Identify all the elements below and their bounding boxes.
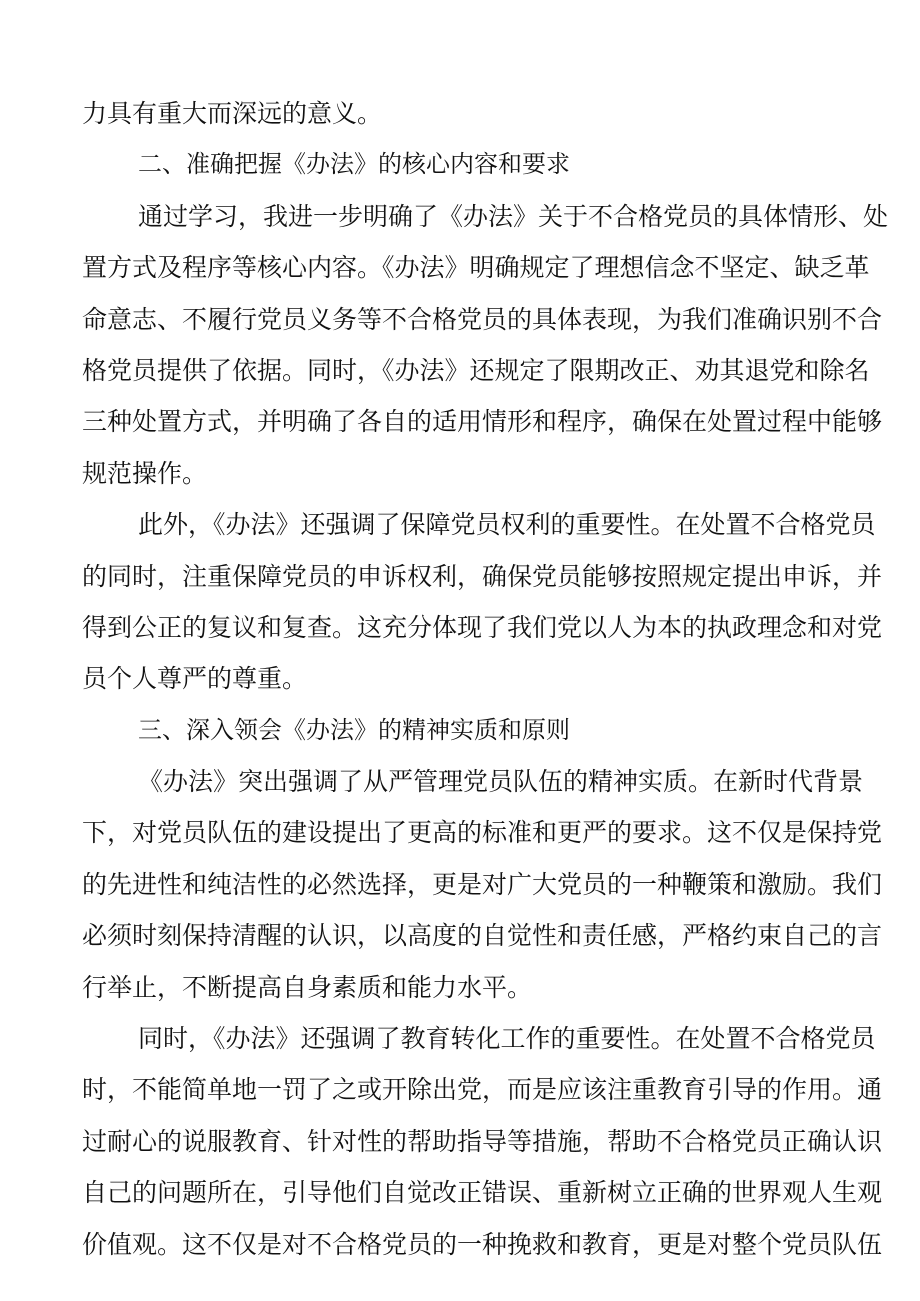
body-line: 力具有重大而深远的意义。 (82, 99, 383, 128)
body-line: 同时，《办法》还强调了教育转化工作的重要性。在处置不合格党员 (138, 1024, 876, 1054)
document-page (82, 88, 889, 1270)
body-line: 必须时刻保持清醒的认识，以高度的自觉性和责任感，严格约束自己的言 (82, 921, 883, 951)
body-line: 三种处置方式，并明确了各自的适用情形和程序，确保在处置过程中能够 (82, 407, 883, 437)
body-line: 得到公正的复议和复查。这充分体现了我们党以人为本的执政理念和对党 (82, 612, 883, 642)
body-line: 过耐心的说服教育、针对性的帮助指导等措施，帮助不合格党员正确认识 (82, 1126, 883, 1156)
body-line: 规范操作。 (82, 458, 208, 488)
body-line: 置方式及程序等核心内容。《办法》明确规定了理想信念不坚定、缺乏革 (82, 253, 870, 283)
section-heading: 三、深入领会《办法》的精神实质和原则 (138, 715, 570, 744)
body-line: 的同时，注重保障党员的申诉权利，确保党员能够按照规定提出申诉，并 (82, 561, 883, 591)
body-line: 自己的问题所在，引导他们自觉改正错误、重新树立正确的世界观人生观 (82, 1178, 883, 1208)
body-line: 《办法》突出强调了从严管理党员队伍的精神实质。在新时代背景 (138, 767, 864, 797)
body-line: 行举止，不断提高自身素质和能力水平。 (82, 972, 533, 1002)
body-line: 员个人尊严的尊重。 (82, 664, 308, 694)
body-line: 时，不能简单地一罚了之或开除出党，而是应该注重教育引导的作用。通 (82, 1075, 883, 1105)
body-line: 命意志、不履行党员义务等不合格党员的具体表现，为我们准确识别不合 (82, 304, 883, 334)
body-line: 此外，《办法》还强调了保障党员权利的重要性。在处置不合格党员 (138, 510, 876, 540)
body-line: 价值观。这不仅是对不合格党员的一种挽救和教育，更是对整个党员队伍 (82, 1229, 883, 1259)
body-line: 的先进性和纯洁性的必然选择，更是对广大党员的一种鞭策和激励。我们 (82, 869, 883, 899)
body-line: 格党员提供了依据。同时，《办法》还规定了限期改正、劝其退党和除名 (82, 355, 870, 385)
body-line: 通过学习，我进一步明确了《办法》关于不合格党员的具体情形、处 (138, 201, 889, 231)
section-heading: 二、准确把握《办法》的核心内容和要求 (138, 150, 570, 179)
body-line: 下，对党员队伍的建设提出了更高的标准和更严的要求。这不仅是保持党 (82, 818, 883, 848)
